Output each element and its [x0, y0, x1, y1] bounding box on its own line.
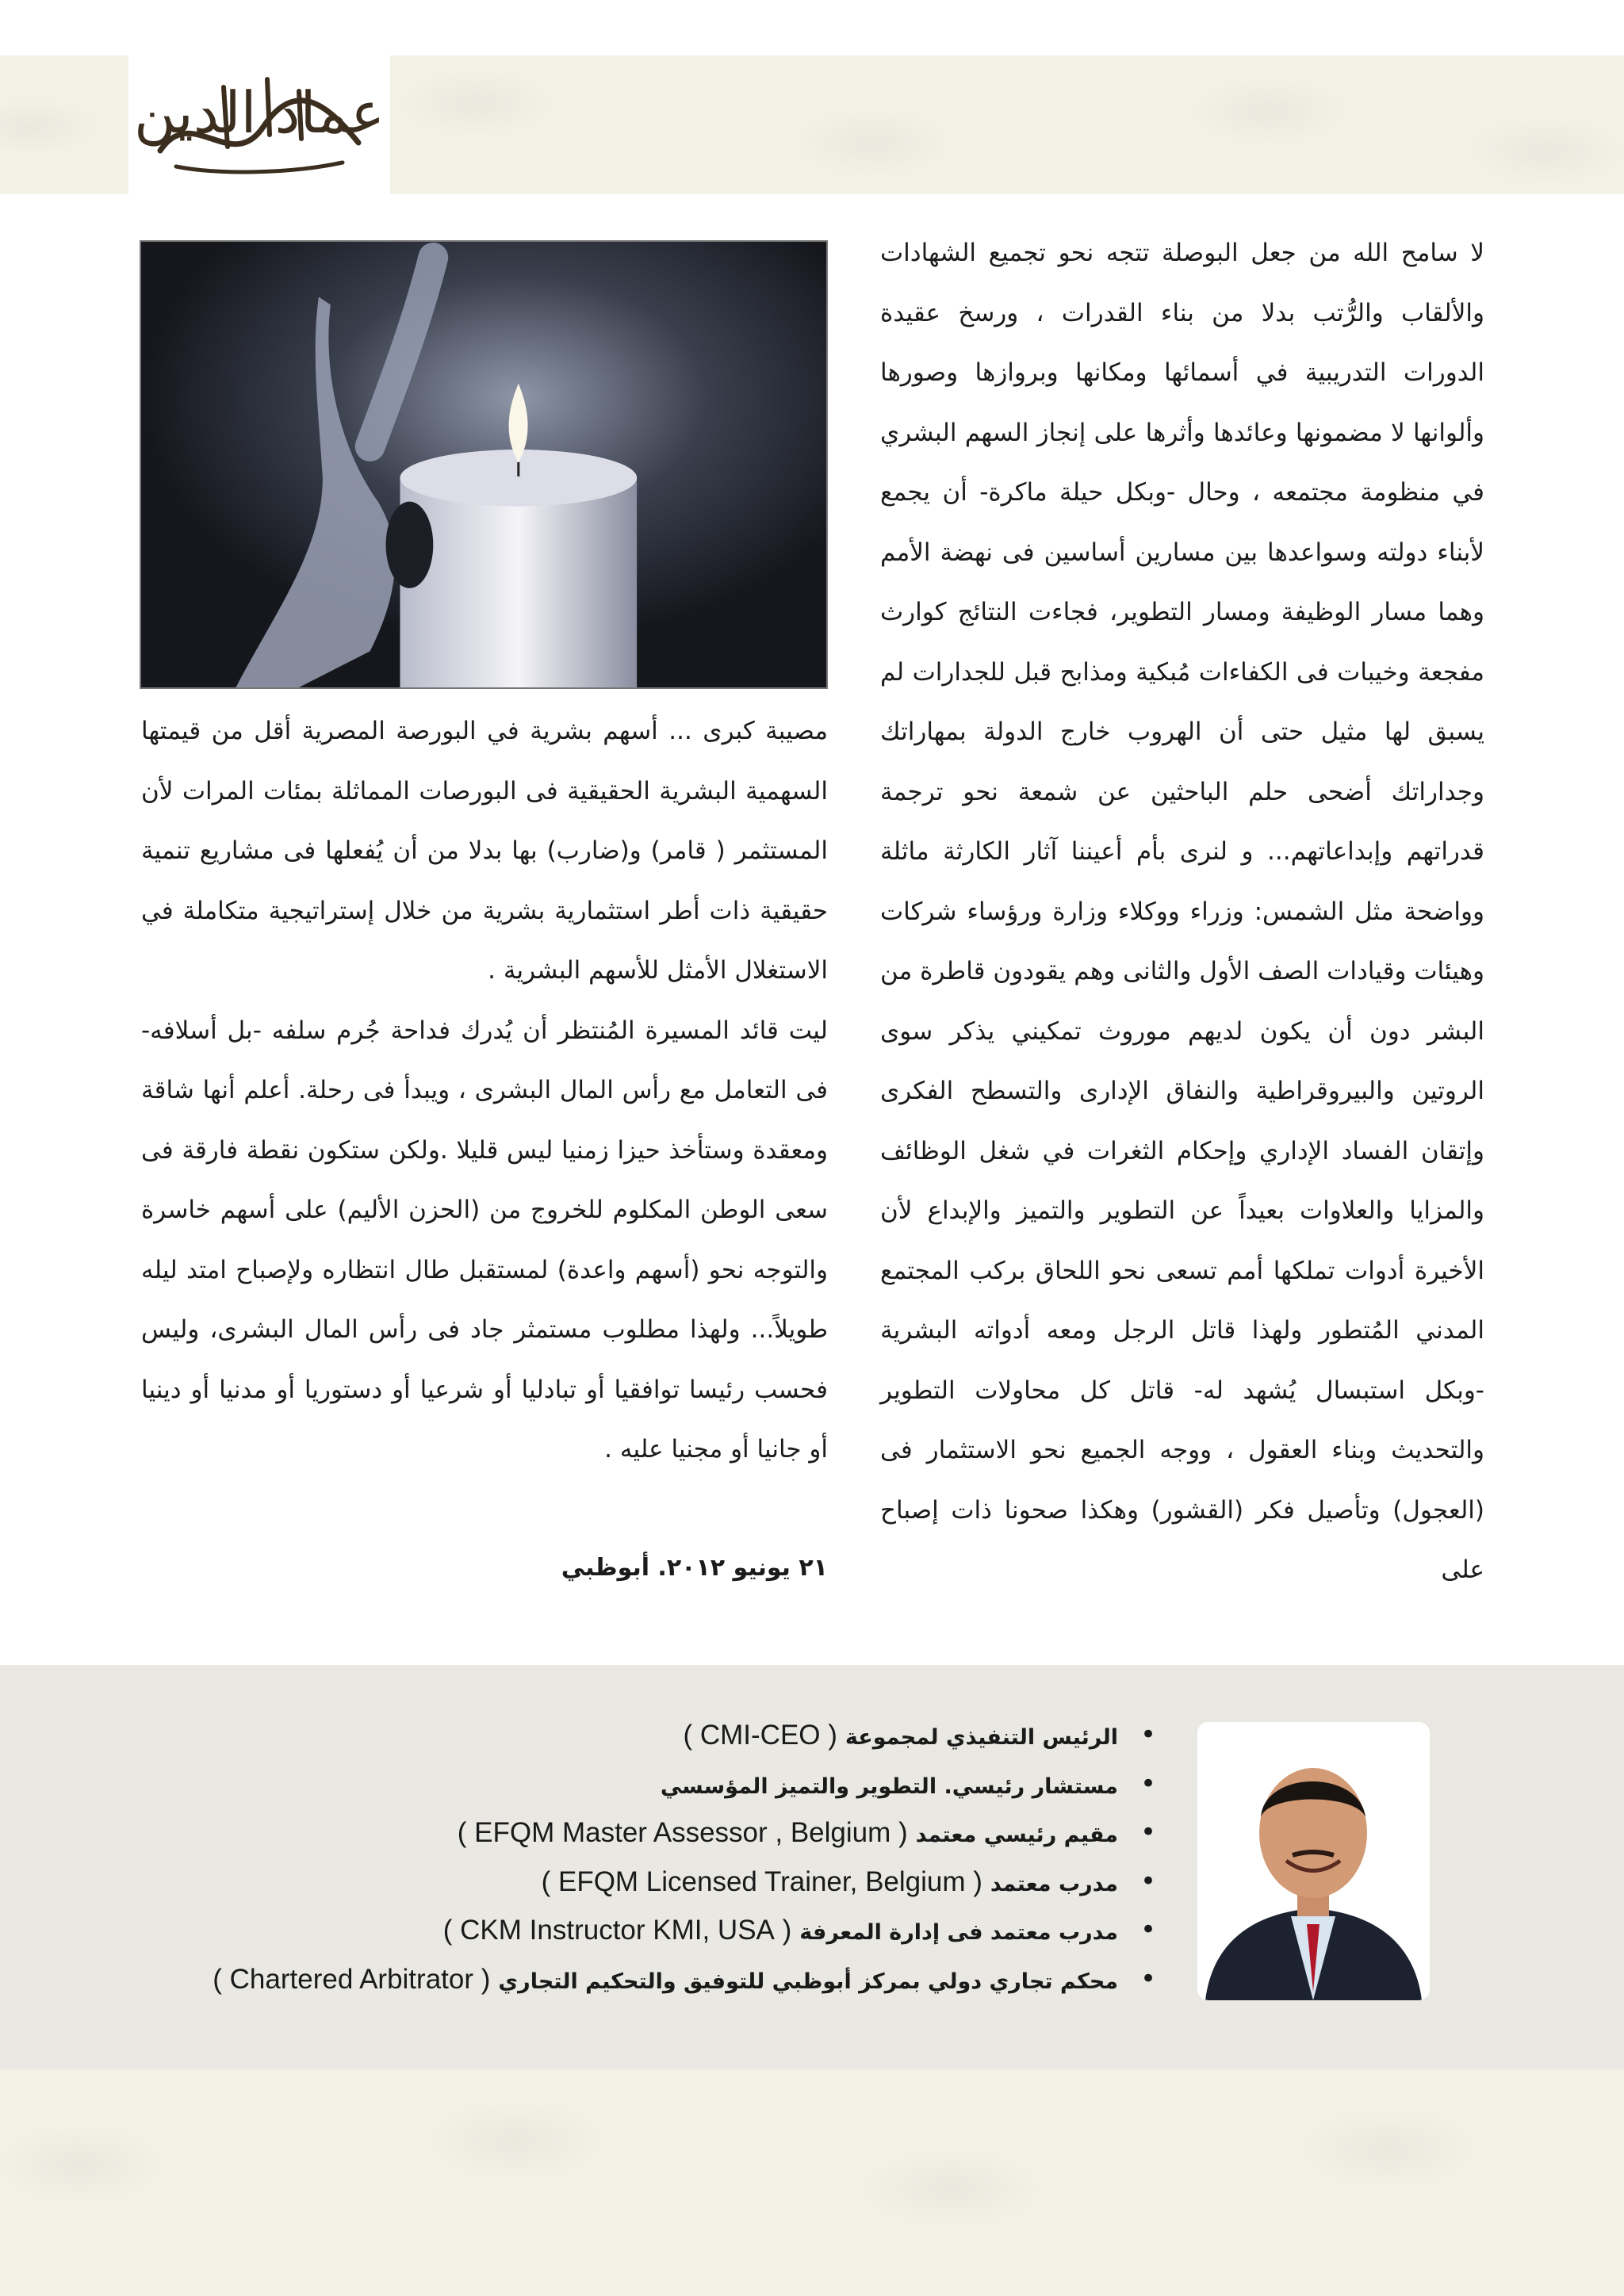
bullet-icon: • [1139, 1962, 1156, 1995]
article-paragraph: لا سامح الله من جعل البوصلة تتجه نحو تجميع الشهادات والألقاب والرُّتب بدلا من بناء القدرات ، ورسخ عقيدة الدورات التدريبية في أسمائها ومكانها وبروازها وصورها وألوانها لا مضمونها وعائدها وأثرها على إنجاز السهم البشري في منظومة مجتمعه ، وحال -وبكل حيلة ماكرة- أن يجمع لأبناء دولته وسواعدها بين مسارين أساسين فى نهضة الأمم وهما مسار الوظيفة ومسار التطوير، فجاءت النتائج كوارث مفجعة وخيبات فى الكفاءات مُبكية ومذابح قبل للجدارات لم يسبق لها مثيل حتى أن الهروب خارج الدولة بمهاراتك وجداراتك أضحى حلم الباحثين عن شمعة نحو ترجمة قدراتهم وإبداعاتهم... و لنرى بأم أعيننا آثار الكارثة ماثلة وواضحة مثل الشمس: وزراء ووكلاء وزارة ورؤساء شركات وهيئات وقيادات الصف الأول والثانى وهم يقودون قاطرة من البشر دون أن يكون لديهم موروث تمكيني يذكر سوى الروتين والبيروقراطية والنفاق الإدارى والتسطح الفكرى وإتقان الفساد الإداري وإحكام الثغرات في شغل الوظائف والمزايا والعلاوات بعيداً عن التطوير والتميز والإبداع لأن الأخيرة أدوات تملكها أمم تسعى نحو اللحاق بركب المجتمع المدني المُتطور ولهذا قاتل الرجل ومعه أدواته البشرية -وبكل استبسال يُشهد له- قاتل كل محاولات التطوير والتحديث وبناء العقول ، ووجه الجميع نحو الاستثمار فى (العجول) وتأصيل فكر (القشور) وهكذا صحونا ذات إصباح على [880, 239, 1484, 1584]
footer-pattern-band [0, 2069, 1624, 2296]
credential-title: مقيم رئيسي معتمد [915, 1823, 1118, 1847]
credential-title: محكم تجاري دولي بمركز أبوظبي للتوفيق والتحكيم التجاري [498, 1969, 1118, 1994]
author-portrait [1197, 1722, 1430, 2000]
article-right-column [880, 224, 1484, 1601]
article-left-column [141, 702, 828, 1480]
credential-title: الرئيس التنفيذي لمجموعة [845, 1725, 1118, 1750]
calligraphy-logo [128, 55, 390, 194]
credential-item [159, 1858, 1189, 1907]
credential-item [159, 1808, 1189, 1858]
credential-detail: ( CMI-CEO ) [683, 1720, 837, 1751]
credential-item [159, 1955, 1189, 2004]
credential-item [159, 1760, 1189, 1809]
author-photo [1197, 1722, 1430, 2000]
article-paragraph: مصيبة كبرى ... أسهم بشرية في البورصة المصرية أقل من قيمتها السهمية البشرية الحقيقية فى البورصات المماثلة بمئات المرات لأن المستثمر ( قامر) و(ضارب) بها بدلا من أن يُفعلها فى مشاريع تنمية حقيقية ذات أطر استثمارية بشرية من خلال إستراتيجية متكاملة في الاستغلال الأمثل للأسهم البشرية . [141, 717, 828, 985]
bullet-icon: • [1139, 1865, 1156, 1897]
logo-text: عماد الدين [133, 79, 385, 146]
candle-photo [140, 240, 828, 689]
credential-item [159, 1906, 1189, 1955]
bullet-icon: • [1139, 1816, 1156, 1848]
candle-image [141, 242, 826, 687]
credential-title: مستشار رئيسي. التطوير والتميز المؤسسي [660, 1774, 1118, 1799]
bullet-icon: • [1139, 1914, 1156, 1946]
credential-item [159, 1711, 1189, 1760]
credential-title: مدرب معتمد فى إدارة المعرفة [799, 1920, 1118, 1945]
bullet-icon: • [1139, 1719, 1156, 1751]
credential-detail: ( Chartered Arbitrator ) [213, 1963, 491, 1995]
credential-detail: ( EFQM Licensed Trainer, Belgium ) [541, 1866, 982, 1897]
credential-detail: ( CKM Instructor KMI, USA ) [442, 1915, 792, 1946]
credential-title: مدرب معتمد [990, 1871, 1118, 1896]
bullet-icon: • [1139, 1767, 1156, 1800]
credential-detail: ( EFQM Master Assessor , Belgium ) [457, 1817, 908, 1848]
article-date: ٢١ يونيو ٢٠١٢. أبوظبي [561, 1554, 828, 1582]
article-paragraph: ليت قائد المسيرة المُنتظر أن يُدرك فداحة جُرم سلفه -بل أسلافه- فى التعامل مع رأس المال البشرى ، ويبدأ فى رحلة. أعلم أنها شاقة ومعقدة وستأخذ حيزا زمنيا ليس قليلا .ولكن ستكون نقطة فارقة فى سعى الوطن المكلوم للخروج من (الحزن الأليم) على أسهم خاسرة والتوجه نحو (أسهم واعدة) لمستقبل طال انتظاره ولإصباح امتد ليله طويلاً... ولهذا مطلوب مستمثر جاد فى رأس المال البشرى، وليس فحسب رئيسا توافقيا أو تبادليا أو شرعيا أو دستوريا أو مدنيا أو دينيا أو جانيا أو مجنيا عليه . [141, 1016, 828, 1464]
author-credentials-list [159, 1711, 1189, 2003]
